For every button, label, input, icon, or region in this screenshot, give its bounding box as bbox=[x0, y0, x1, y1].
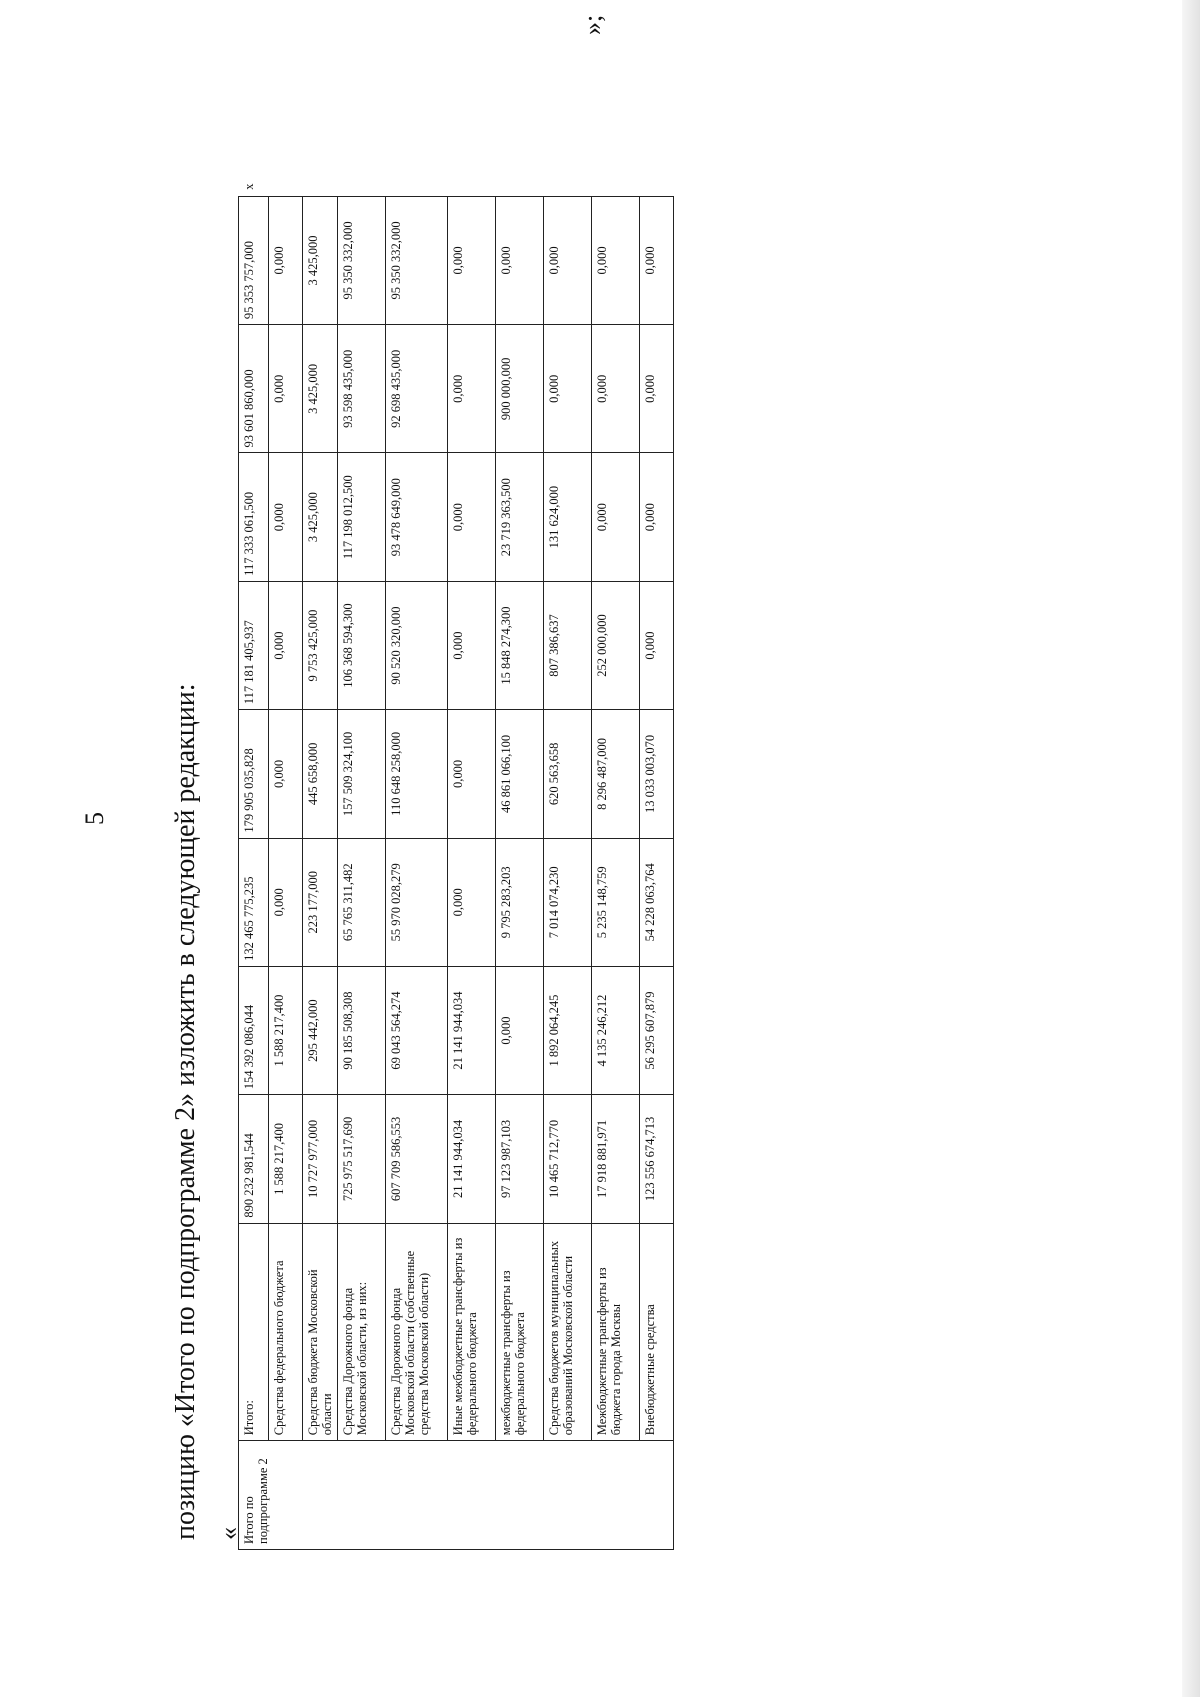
value-cell: 117 333 061,500 bbox=[239, 453, 269, 581]
value-cell: 0,000 bbox=[448, 325, 496, 453]
value-cell: 0,000 bbox=[448, 581, 496, 709]
value-cell: 0,000 bbox=[496, 196, 544, 324]
value-cell: 0,000 bbox=[269, 838, 303, 966]
value-cell: 0,000 bbox=[640, 196, 674, 324]
row-label-cell: Иные межбюджетные трансферты из федерального бюджета bbox=[448, 1223, 496, 1441]
row-label-cell: Средства Дорожного фонда Московской области, из них: bbox=[338, 1223, 386, 1441]
value-cell: 117 181 405,937 bbox=[239, 581, 269, 709]
rotated-content bbox=[170, 14, 730, 1544]
row-label-cell: Межбюджетные трансферты из бюджета города Москвы bbox=[592, 1223, 640, 1441]
value-cell: 0,000 bbox=[269, 581, 303, 709]
value-cell: 0,000 bbox=[269, 196, 303, 324]
value-cell: 445 658,000 bbox=[303, 710, 338, 838]
table-row bbox=[338, 120, 386, 1550]
value-cell: 223 177,000 bbox=[303, 838, 338, 966]
value-cell: 95 353 757,000 bbox=[239, 196, 269, 324]
value-cell: 807 386,637 bbox=[544, 581, 592, 709]
value-cell: 95 350 332,000 bbox=[338, 196, 386, 324]
value-cell: 620 563,658 bbox=[544, 710, 592, 838]
value-cell: 0,000 bbox=[640, 453, 674, 581]
value-cell: 23 719 363,500 bbox=[496, 453, 544, 581]
value-cell: 3 425,000 bbox=[303, 196, 338, 324]
value-cell: 21 141 944,034 bbox=[448, 966, 496, 1094]
table-row bbox=[386, 120, 448, 1550]
value-cell: 3 425,000 bbox=[303, 453, 338, 581]
value-cell: 55 970 028,279 bbox=[386, 838, 448, 966]
close-quote: »; bbox=[578, 14, 607, 35]
value-cell: 93 478 649,000 bbox=[386, 453, 448, 581]
value-cell: 1 588 217,400 bbox=[269, 1095, 303, 1223]
value-cell: 106 368 594,300 bbox=[338, 581, 386, 709]
table-wrap bbox=[238, 120, 674, 1550]
value-cell: 90 520 320,000 bbox=[386, 581, 448, 709]
value-cell: 9 795 283,203 bbox=[496, 838, 544, 966]
value-cell: 95 350 332,000 bbox=[386, 196, 448, 324]
value-cell: 252 000,000 bbox=[592, 581, 640, 709]
table-row bbox=[640, 120, 674, 1550]
value-cell: 90 185 508,308 bbox=[338, 966, 386, 1094]
value-cell: 0,000 bbox=[592, 196, 640, 324]
heading: позицию «Итого по подпрограмме 2» изложить в следующей редакции: bbox=[170, 683, 201, 1540]
row-label-cell: Внебюджетные средства bbox=[640, 1223, 674, 1441]
table-row bbox=[269, 120, 303, 1550]
value-cell: 179 905 035,828 bbox=[239, 710, 269, 838]
trailing-mark-cell: x bbox=[241, 183, 256, 190]
table-row bbox=[544, 120, 592, 1550]
table-row bbox=[448, 120, 496, 1550]
row-label-cell: Средства федерального бюджета bbox=[269, 1223, 303, 1441]
value-cell: 132 465 775,235 bbox=[239, 838, 269, 966]
table-row bbox=[496, 120, 544, 1550]
value-cell: 17 918 881,971 bbox=[592, 1095, 640, 1223]
value-cell: 10 465 712,770 bbox=[544, 1095, 592, 1223]
value-cell: 295 442,000 bbox=[303, 966, 338, 1094]
row-label-cell: Средства Дорожного фонда Московской области (собственные средства Московской области) bbox=[386, 1223, 448, 1441]
value-cell: 0,000 bbox=[269, 325, 303, 453]
value-cell: 21 141 944,034 bbox=[448, 1095, 496, 1223]
value-cell: 0,000 bbox=[544, 325, 592, 453]
value-cell: 15 848 274,300 bbox=[496, 581, 544, 709]
value-cell: 93 598 435,000 bbox=[338, 325, 386, 453]
value-cell: 97 123 987,103 bbox=[496, 1095, 544, 1223]
value-cell: 607 709 586,553 bbox=[386, 1095, 448, 1223]
value-cell: 725 975 517,690 bbox=[338, 1095, 386, 1223]
value-cell: 0,000 bbox=[448, 196, 496, 324]
value-cell: 900 000,000 bbox=[496, 325, 544, 453]
value-cell: 46 861 066,100 bbox=[496, 710, 544, 838]
value-cell: 0,000 bbox=[640, 581, 674, 709]
value-cell: 92 698 435,000 bbox=[386, 325, 448, 453]
value-cell: 0,000 bbox=[448, 453, 496, 581]
value-cell: 65 765 311,482 bbox=[338, 838, 386, 966]
table-row bbox=[303, 120, 338, 1550]
value-cell: 10 727 977,000 bbox=[303, 1095, 338, 1223]
value-cell: 0,000 bbox=[544, 196, 592, 324]
group-label-cell: Итого по подпрограмме 2 bbox=[239, 1441, 674, 1550]
value-cell: 0,000 bbox=[592, 325, 640, 453]
page-number: 5 bbox=[80, 812, 109, 825]
value-cell: 1 892 064,245 bbox=[544, 966, 592, 1094]
open-quote: « bbox=[214, 1527, 243, 1540]
row-label-cell: Средства бюджета Московской области bbox=[303, 1223, 338, 1441]
value-cell: 54 228 063,764 bbox=[640, 838, 674, 966]
value-cell: 9 753 425,000 bbox=[303, 581, 338, 709]
row-label-cell: Средства бюджетов муниципальных образований Московской области bbox=[544, 1223, 592, 1441]
value-cell: 0,000 bbox=[448, 710, 496, 838]
value-cell: 7 014 074,230 bbox=[544, 838, 592, 966]
budget-table bbox=[238, 120, 674, 1550]
value-cell: 69 043 564,274 bbox=[386, 966, 448, 1094]
table-body bbox=[239, 120, 674, 1550]
table-row bbox=[239, 120, 269, 1550]
value-cell: 0,000 bbox=[640, 325, 674, 453]
row-label-cell: Итого: bbox=[239, 1223, 269, 1441]
value-cell: 157 509 324,100 bbox=[338, 710, 386, 838]
row-label-cell: межбюджетные трансферты из федерального бюджета bbox=[496, 1223, 544, 1441]
value-cell: 890 232 981,544 bbox=[239, 1095, 269, 1223]
value-cell: 123 556 674,713 bbox=[640, 1095, 674, 1223]
value-cell: 0,000 bbox=[496, 966, 544, 1094]
value-cell: 1 588 217,400 bbox=[269, 966, 303, 1094]
value-cell: 0,000 bbox=[269, 710, 303, 838]
value-cell: 154 392 086,044 bbox=[239, 966, 269, 1094]
value-cell: 13 033 003,070 bbox=[640, 710, 674, 838]
value-cell: 0,000 bbox=[592, 453, 640, 581]
value-cell: 5 235 148,759 bbox=[592, 838, 640, 966]
value-cell: 110 648 258,000 bbox=[386, 710, 448, 838]
scan-edge bbox=[1182, 0, 1200, 1697]
value-cell: 4 135 246,212 bbox=[592, 966, 640, 1094]
value-cell: 93 601 860,000 bbox=[239, 325, 269, 453]
value-cell: 56 295 607,879 bbox=[640, 966, 674, 1094]
value-cell: 0,000 bbox=[269, 453, 303, 581]
value-cell: 0,000 bbox=[448, 838, 496, 966]
value-cell: 3 425,000 bbox=[303, 325, 338, 453]
table-row bbox=[592, 120, 640, 1550]
value-cell: 8 296 487,000 bbox=[592, 710, 640, 838]
value-cell: 117 198 012,500 bbox=[338, 453, 386, 581]
value-cell: 131 624,000 bbox=[544, 453, 592, 581]
